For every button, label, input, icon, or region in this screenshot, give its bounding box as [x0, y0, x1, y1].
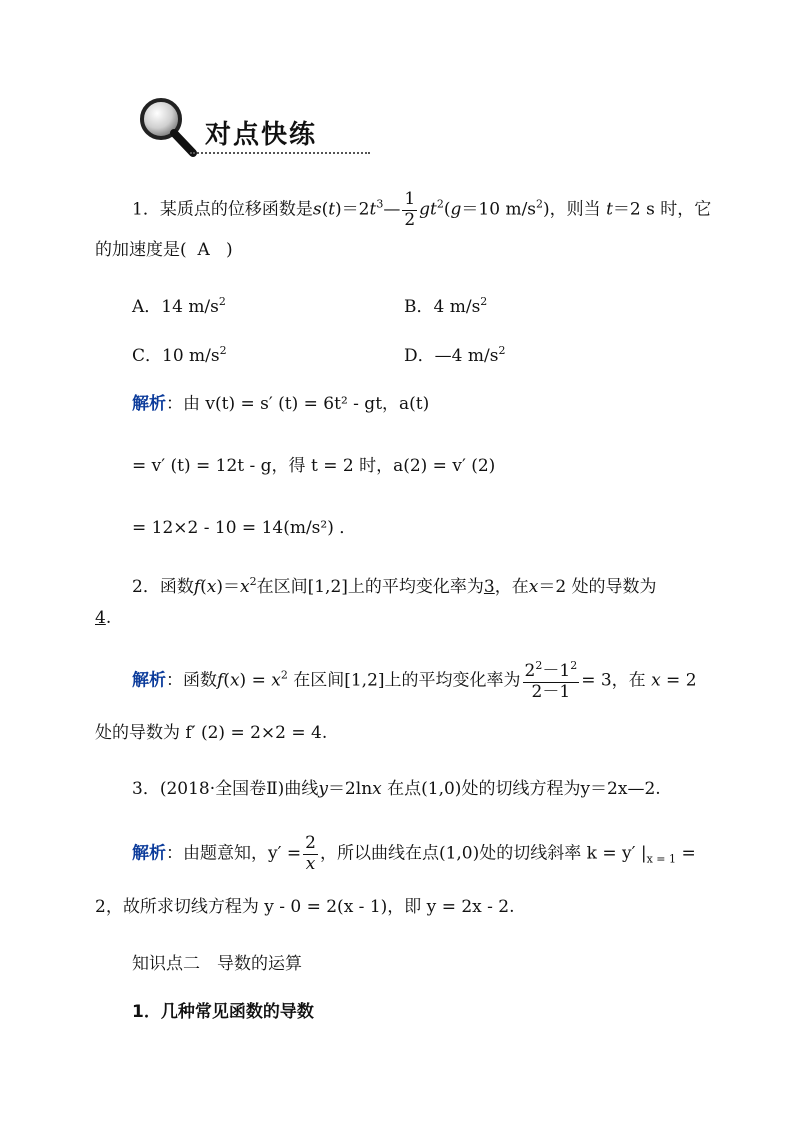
- section-title: 知识点二 导数的运算: [132, 954, 302, 974]
- q3-solution-1: 解析：由题意知，y′ = $\frac{2}{x}$ ，所以曲线在点(1,0)处的切线斜率 k = y′ $|_{x = 1}$ =: [132, 833, 696, 874]
- q1-option-a: A．14 $m/s^2$: [132, 295, 226, 317]
- q1-stem-line2: 的加速度是( A ): [95, 240, 233, 260]
- header-title: 对点快练: [205, 120, 318, 150]
- q1-option-c: C．10 $m/s^2$: [132, 344, 227, 366]
- q2-stem-line2: 4.: [95, 608, 112, 628]
- q1-solution-2: = v′ (t) = 12t - g，得 t = 2 时，a(2) = v′ (2): [132, 456, 496, 476]
- q1-solution-3: = 12×2 - 10 = 14(m/s²) ．: [132, 518, 357, 538]
- q3-stem: 3．(2018·全国卷Ⅱ)曲线y＝2lnx 在点(1,0)处的切线方程为y＝2x—2.: [132, 779, 661, 799]
- section-subtitle: 1．几种常见函数的导数: [132, 1002, 314, 1022]
- q1-stem: 1．某质点的位移函数是$s(t)=2t^3—$ $\frac{1}{2}$ $gt^2(g=10$ $m/s^2$)，则当 t＝2 s 时，它: [132, 189, 712, 230]
- q2-solution-1: 解析：函数$f(x) = x^2$ 在区间[1,2]上的平均变化率为 $\frac{2^2-1^2}{2-1}$ = 3，在 x = 2: [132, 659, 697, 702]
- q1-solution-1: 解析：由 v(t) = s′ (t) = 6t² - gt，a(t): [132, 394, 430, 414]
- q1-option-b: B．4 $m/s^2$: [404, 295, 488, 317]
- q2-solution-2: 处的导数为 f′ (2) = 2×2 = 4.: [95, 723, 328, 743]
- q2-answer-1: 3: [483, 577, 495, 597]
- frac-half: $\frac{1}{2}$: [404, 189, 416, 230]
- frac-avg-rate: $\frac{2^2-1^2}{2-1}$: [524, 659, 578, 702]
- frac-2-over-x: $\frac{2}{x}$: [305, 833, 316, 874]
- q1-option-d: D．—4 $m/s^2$: [404, 344, 506, 366]
- q2-answer-2: 4: [95, 608, 106, 628]
- q3-solution-2: 2，故所求切线方程为 y - 0 = 2(x - 1)，即 y = 2x - 2.: [95, 897, 515, 917]
- header-divider: [190, 152, 370, 154]
- q1-answer: A: [197, 240, 210, 260]
- q2-stem: 2．函数$f(x)=x^2$在区间[1,2]上的平均变化率为3，在x＝2 处的导数为: [132, 575, 657, 597]
